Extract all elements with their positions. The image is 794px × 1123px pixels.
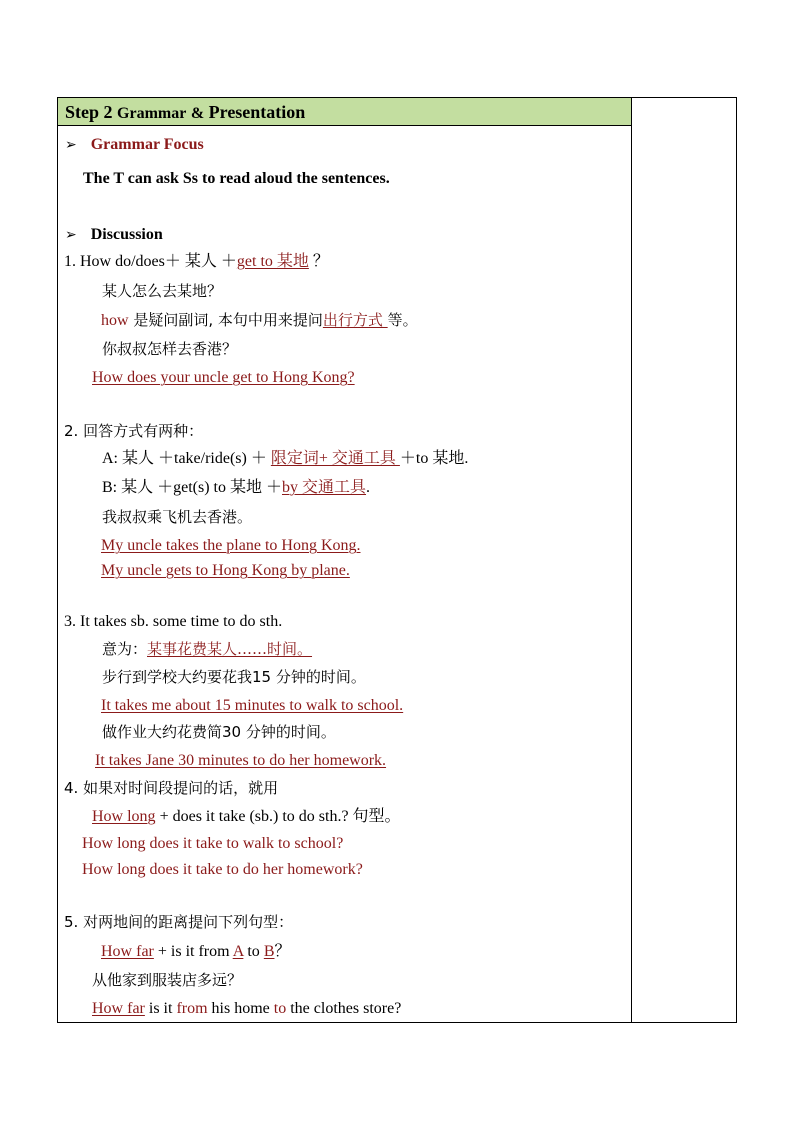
s1-travel-mode: 出行方式 — [322, 311, 388, 329]
s4-example-1: How long does it take to walk to school? — [82, 835, 344, 852]
s5-place-b: B — [263, 943, 275, 960]
section-header — [58, 98, 631, 126]
s1-meaning: 某人怎么去某地？ — [102, 282, 223, 300]
s2-a-start: A: 某人 ＋take/ride(s) ＋ — [102, 450, 271, 467]
arrow-bullet-icon: ➢ — [65, 227, 77, 243]
s5-pattern — [101, 942, 291, 962]
s5-ex-home: his home — [207, 1000, 274, 1017]
grammar-focus-title: Grammar Focus — [90, 136, 204, 153]
s4-title: 4. 如果对时间段提问的话，就用 — [64, 779, 279, 797]
s1-pattern-end: ？ — [308, 253, 329, 270]
s5-example-zh: 从他家到服装店多远？ — [92, 971, 243, 989]
s2-example-zh: 我叔叔乘飞机去香港。 — [102, 508, 253, 526]
s5-ex-is-it: is it — [144, 1000, 177, 1017]
s2-title: 2. 回答方式有两种： — [64, 422, 204, 440]
s5-ex-store: the clothes store? — [286, 1000, 402, 1017]
discussion-title: Discussion — [90, 226, 163, 243]
column-divider — [631, 98, 632, 1022]
s4-how-long: How long — [92, 808, 156, 825]
s1-pattern-start: 1. How do/does＋ 某人 ＋ — [64, 253, 237, 270]
s5-ex-to: to — [273, 1000, 287, 1017]
s4-example-2: How long does it take to do her homework? — [82, 861, 363, 878]
s4-pattern — [92, 807, 401, 827]
s1-explanation — [101, 310, 418, 331]
s3-meaning-label: 意为： — [102, 640, 148, 658]
header-title-presentation: Presentation — [208, 102, 306, 122]
discussion-heading — [65, 225, 163, 245]
s3-title: 3. It takes sb. some time to do sth. — [64, 613, 283, 630]
s3-example-en-2: It takes Jane 30 minutes to do her homework. — [95, 752, 387, 769]
step-label: Step 2 — [65, 102, 113, 122]
s1-pattern — [64, 252, 329, 272]
header-ampersand: & — [190, 105, 205, 122]
s2-a-blank: 限定词+ 交通工具 — [270, 450, 400, 467]
arrow-bullet-icon: ➢ — [65, 137, 77, 153]
s5-to: to — [243, 943, 264, 960]
s1-pattern-blank: get to 某地 — [236, 253, 309, 270]
s3-example-zh-2: 做作业大约花费简30 分钟的时间。 — [102, 723, 336, 741]
grammar-focus-heading — [65, 135, 204, 155]
s5-title: 5. 对两地间的距离提问下列句型： — [64, 913, 294, 931]
s5-from: + is it from — [153, 943, 233, 960]
s1-etc: 等。 — [387, 311, 418, 329]
s1-answer-en: How does your uncle get to Hong Kong? — [92, 369, 355, 386]
s1-question-zh: 你叔叔怎样去香港？ — [102, 340, 238, 358]
s5-place-a: A — [232, 943, 244, 960]
s2-example-en-2: My uncle gets to Hong Kong by plane. — [101, 562, 350, 579]
s2-example-en-1: My uncle takes the plane to Hong Kong. — [101, 537, 361, 554]
s2-b-start: B: 某人 ＋get(s) to 某地 ＋ — [102, 479, 282, 496]
s3-example-zh-1: 步行到学校大约要花我15 分钟的时间。 — [102, 668, 366, 686]
s4-pattern-rest: + does it take (sb.) to do sth.? 句型。 — [155, 808, 401, 825]
s2-pattern-b — [102, 478, 370, 498]
header-title-grammar: Grammar — [117, 105, 187, 122]
s2-pattern-a — [102, 449, 468, 469]
s1-explain-text: 是疑问副词, 本句中用来提问 — [128, 311, 323, 329]
s5-ex-how-far: How far — [92, 1000, 145, 1017]
s5-example-en — [92, 999, 401, 1019]
s2-b-blank: by 交通工具 — [282, 479, 367, 496]
s3-example-en-1: It takes me about 15 minutes to walk to school. — [101, 697, 404, 714]
s5-question-mark: ？ — [274, 943, 291, 960]
grammar-focus-text: The T can ask Ss to read aloud the sentences. — [83, 170, 390, 187]
s5-how-far: How far — [101, 943, 154, 960]
s3-meaning-text: 某事花费某人……时间。 — [147, 640, 313, 658]
s2-a-end: ＋to 某地. — [399, 450, 469, 467]
s2-b-end: . — [366, 479, 371, 496]
s1-how-word: how — [101, 312, 129, 329]
s3-meaning — [102, 639, 312, 660]
s5-ex-from: from — [176, 1000, 208, 1017]
